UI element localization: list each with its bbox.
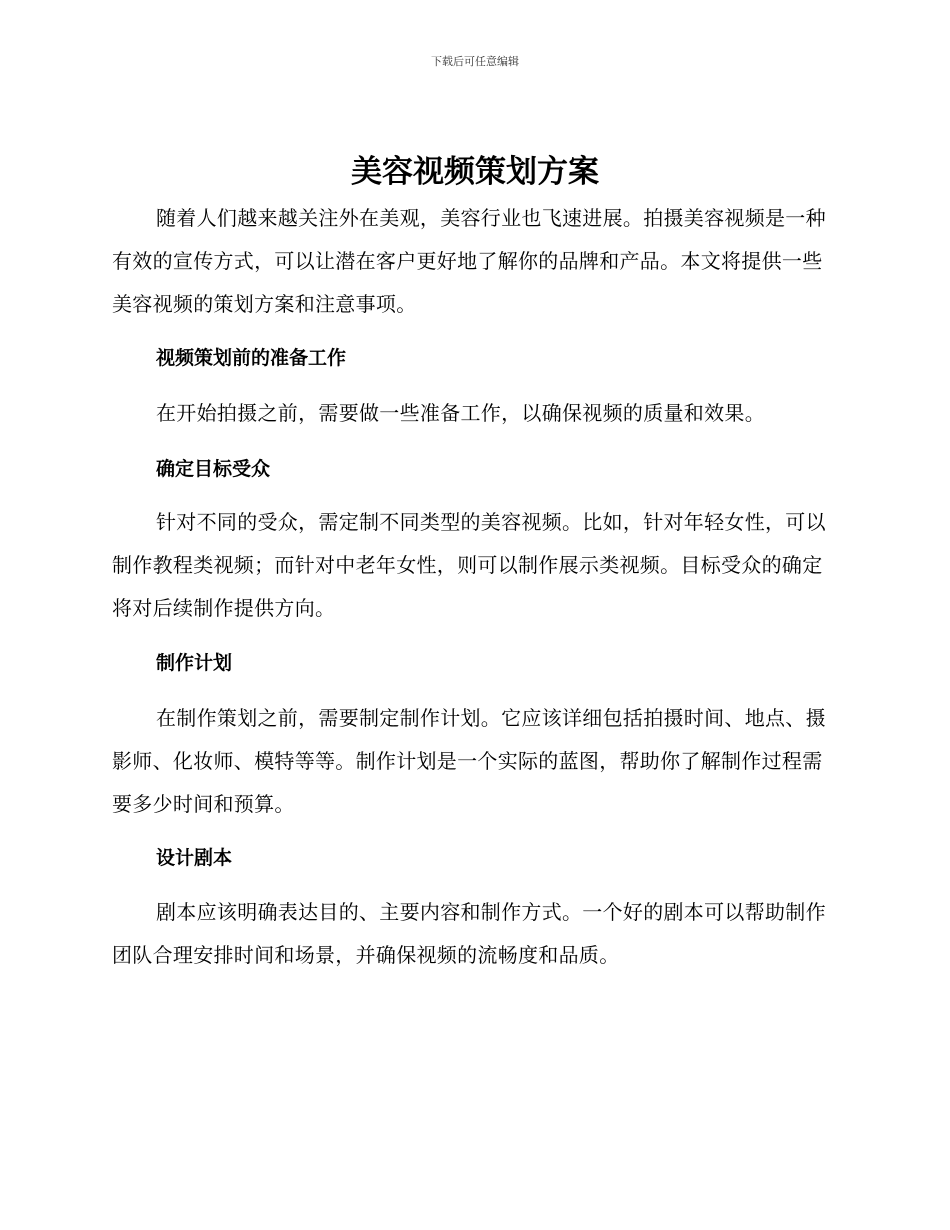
section-body-script-design: 剧本应该明确表达目的、主要内容和制作方式。一个好的剧本可以帮助制作团队合理安排时间和场景，并确保视频的流畅度和品质。	[112, 900, 826, 967]
document-title: 美容视频策划方案	[351, 154, 599, 190]
section-heading-production-plan: 制作计划	[156, 652, 233, 674]
intro-paragraph: 随着人们越来越关注外在美观，美容行业也飞速进展。拍摄美容视频是一种有效的宣传方式，可以让潜在客户更好地了解你的品牌和产品。本文将提供一些美容视频的策划方案和注意事项。	[112, 206, 826, 316]
section-body-target-audience: 针对不同的受众，需定制不同类型的美容视频。比如，针对年轻女性，可以制作教程类视频；而针对中老年女性，则可以制作展示类视频。目标受众的确定将对后续制作提供方向。	[112, 510, 826, 620]
section-heading-script-design: 设计剧本	[156, 847, 233, 869]
section-heading-target-audience: 确定目标受众	[156, 458, 271, 480]
section-body-production-plan: 在制作策划之前，需要制定制作计划。它应该详细包括拍摄时间、地点、摄影师、化妆师、模特等等。制作计划是一个实际的蓝图，帮助你了解制作过程需要多少时间和预算。	[112, 706, 826, 816]
section-heading-preparation: 视频策划前的准备工作	[156, 347, 347, 369]
page-header-note: 下载后可任意编辑	[431, 55, 519, 68]
section-body-preparation: 在开始拍摄之前，需要做一些准备工作，以确保视频的质量和效果。	[156, 401, 765, 425]
